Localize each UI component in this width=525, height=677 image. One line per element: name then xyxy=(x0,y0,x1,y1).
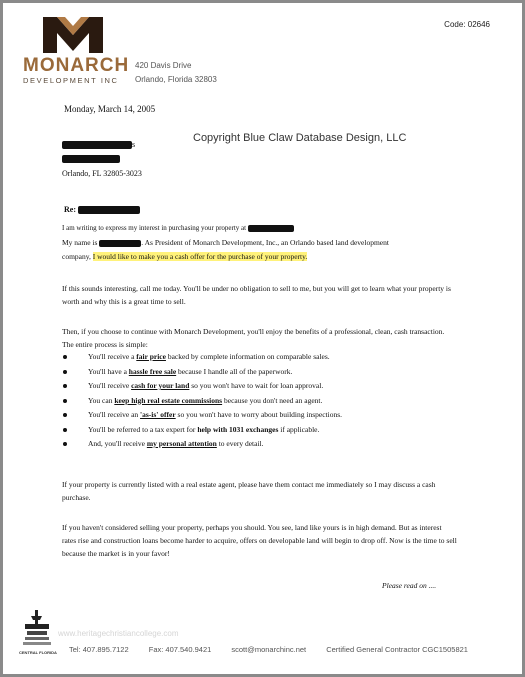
list-item-emphasis: my personal attention xyxy=(146,439,217,448)
paragraph-listed-agent: If your property is currently listed with a real estate agent, please have them contact me immediately so I may discuss a cash purchase. xyxy=(62,480,436,502)
redaction-bar xyxy=(78,206,140,214)
list-item-emphasis: fair price xyxy=(136,352,166,361)
recipient-suffix: s xyxy=(132,140,136,149)
list-item-text: You'll receive xyxy=(88,381,132,390)
footer-fax: Fax: 407.540.9421 xyxy=(148,645,212,654)
list-item-text: You'll have a xyxy=(88,366,129,376)
redaction-bar xyxy=(62,155,120,163)
copyright-notice: Copyright Blue Claw Database Design, LLC xyxy=(193,132,407,144)
bullet-icon xyxy=(63,428,67,432)
list-item-text: because you don't need an agent. xyxy=(222,395,323,405)
list-item-text: You can xyxy=(88,395,115,405)
bullet-icon xyxy=(63,442,67,446)
address-line-1: 420 Davis Drive xyxy=(135,61,192,70)
list-item-text: backed by complete information on comparable sales. xyxy=(165,352,330,361)
recipient-name xyxy=(62,140,135,149)
bullet-icon xyxy=(63,384,67,388)
intro-text-1: I am writing to express my interest in purchasing your property at xyxy=(62,224,247,232)
redaction-bar xyxy=(248,225,294,232)
footer-email[interactable]: scott@monarchinc.net xyxy=(231,645,307,654)
bullet-icon xyxy=(63,399,67,403)
footer-phone: Tel: 407.895.7122 xyxy=(69,645,129,654)
paragraph-benefits-intro: Then, if you choose to continue with Monarch Development, you'll enjoy the benefits of a professional, clean, cash transaction. The entire process is simple: xyxy=(62,327,445,349)
watermark-text: www.heritagechristiancollege.com xyxy=(58,629,179,638)
list-item-text: And, you'll receive xyxy=(88,439,147,448)
monarch-logo-icon xyxy=(43,17,103,53)
list-item-emphasis: cash for your land xyxy=(131,381,190,390)
brand-subtitle: DEVELOPMENT INC xyxy=(23,76,119,85)
list-item-emphasis: keep high real estate commissions xyxy=(114,395,223,405)
paragraph-call-today: If this sounds interesting, call me today. You'll be under no obligation to sell to me, but you will get to learn what your property is worth and why this is a great time to sell. xyxy=(62,284,451,306)
redaction-bar xyxy=(62,141,132,149)
bullet-icon xyxy=(63,370,67,374)
read-on-note: Please read on .... xyxy=(382,581,437,590)
footer-license: Certified General Contractor CGC1505821 xyxy=(326,645,468,654)
list-item-text: because I handle all of the paperwork. xyxy=(176,366,293,376)
list-item-text: if applicable. xyxy=(278,424,320,434)
redaction-bar xyxy=(99,240,141,247)
list-item-text: to every detail. xyxy=(216,439,264,448)
list-item-emphasis: hassle free sale xyxy=(128,366,177,376)
list-item-emphasis: help with 1031 exchanges xyxy=(197,424,279,434)
intro-text-3a: company, xyxy=(62,252,91,261)
footer-logo-text: CENTRAL FLORIDA xyxy=(19,650,57,655)
intro-line-2 xyxy=(62,238,389,247)
bullet-icon xyxy=(63,413,67,417)
re-label: Re: xyxy=(64,205,76,214)
list-item-text: You'll be referred to a tax expert for xyxy=(88,424,198,434)
re-line xyxy=(64,205,140,214)
letter-date: Monday, March 14, 2005 xyxy=(64,104,156,114)
paragraph-market-demand: If you haven't considered selling your property, perhaps you should. You see, land like yours is in high demand. But as interest rates rise and construction loans become harder to acquire, offers on developable land will begin to drop off. Now is the time to sell because the market is in your favor! xyxy=(62,523,457,558)
document-code: Code: 02646 xyxy=(444,20,490,29)
list-item-text: so you won't have to worry about building inspections. xyxy=(175,410,343,419)
intro-line-3 xyxy=(62,252,307,261)
list-item-text: You'll receive an xyxy=(88,410,141,419)
brand-name: MONARCH xyxy=(23,55,130,76)
footer-contact xyxy=(69,645,519,654)
recipient-city: Orlando, FL 32805-3023 xyxy=(62,169,142,178)
intro-text-2a: My name is xyxy=(62,238,98,247)
list-item-text: so you won't have to wait for loan approval. xyxy=(189,381,324,390)
builders-association-logo-icon xyxy=(21,610,53,648)
intro-text-2b: . As President of Monarch Development, Inc., an Orlando based land development xyxy=(141,238,389,247)
address-line-2: Orlando, Florida 32803 xyxy=(135,75,217,84)
recipient-street xyxy=(62,154,120,163)
list-item-emphasis: 'as-is' offer xyxy=(140,410,176,419)
bullet-icon xyxy=(63,355,67,359)
intro-line-1 xyxy=(62,224,294,232)
highlighted-offer: I would like to make you a cash offer for the purchase of your property. xyxy=(92,252,308,261)
list-item-text: You'll receive a xyxy=(88,352,137,361)
